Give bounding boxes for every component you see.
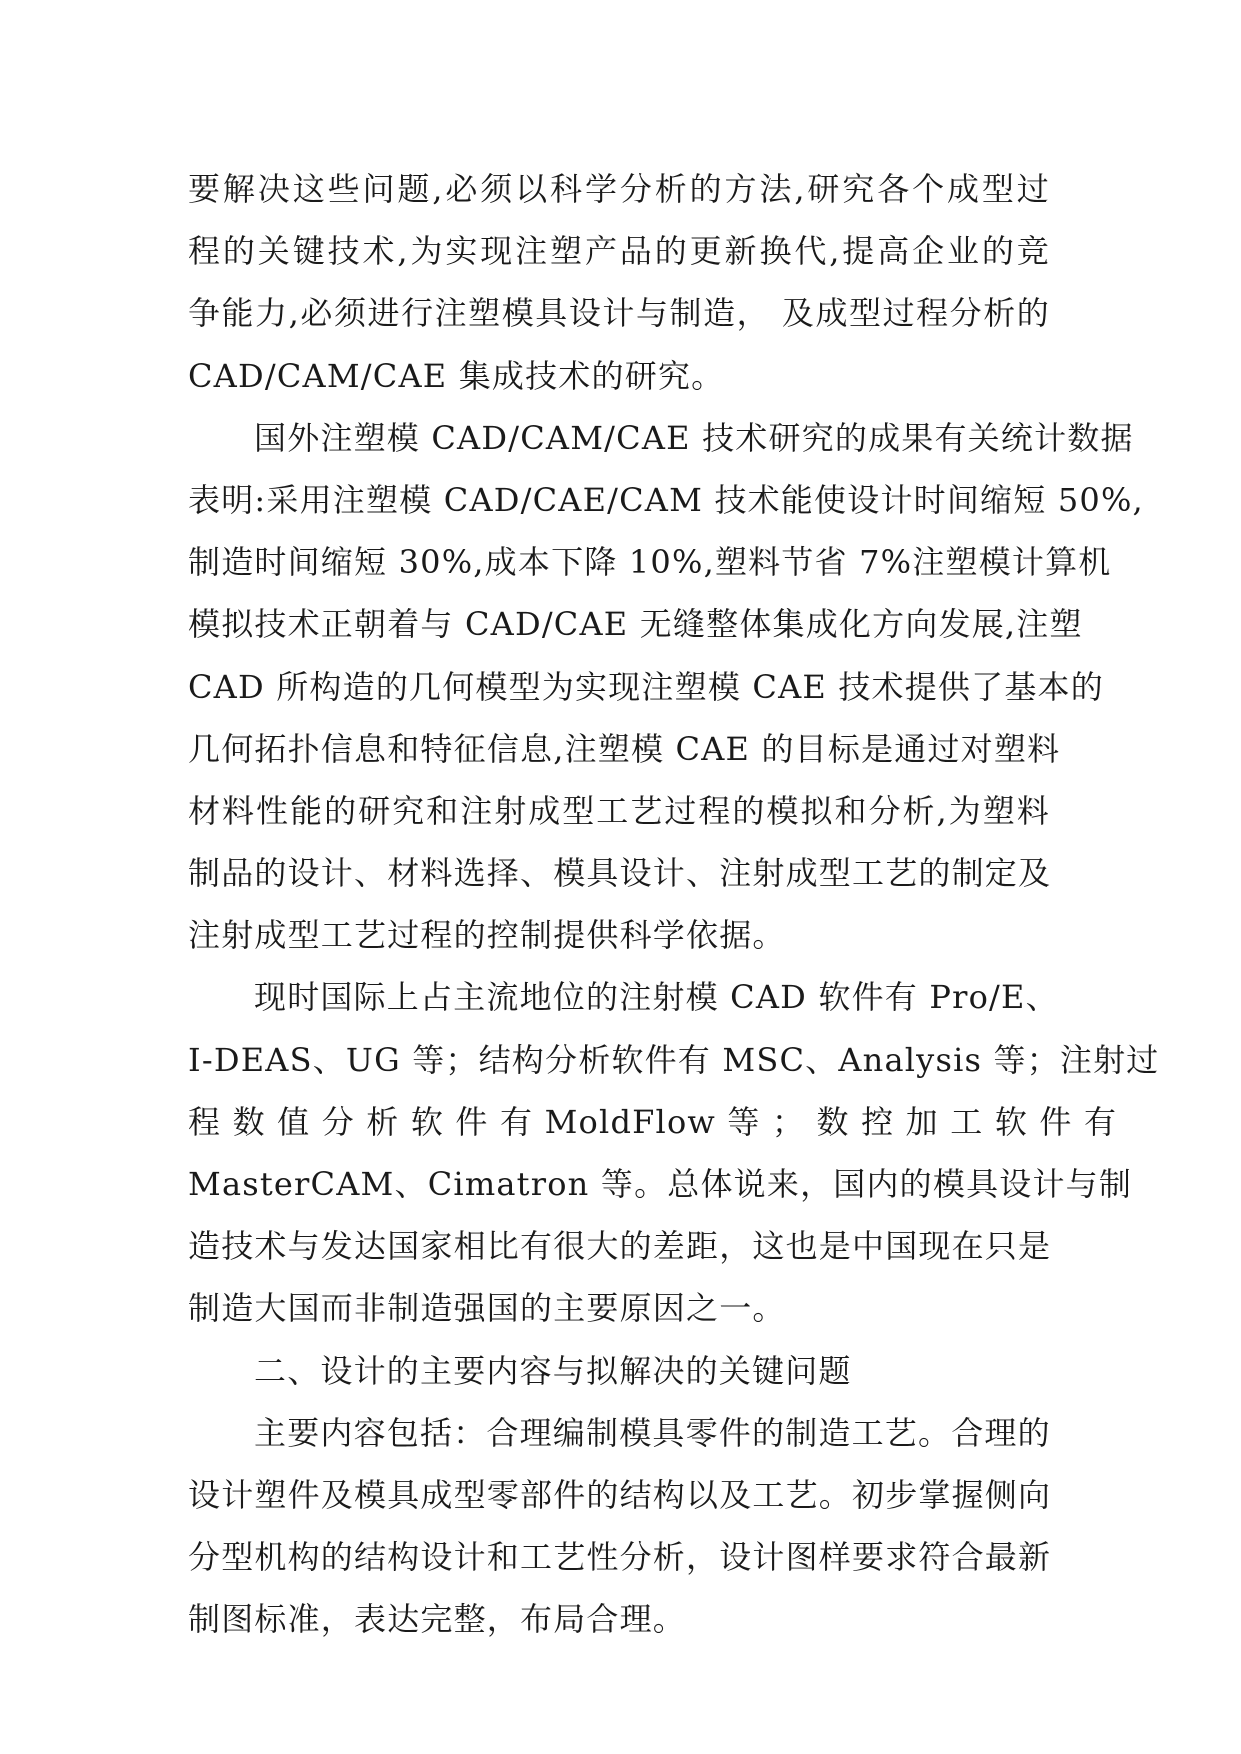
text-line: 注射成型工艺过程的控制提供科学依据。 <box>188 916 786 955</box>
text-line: 几何拓扑信息和特征信息,注塑模 CAE 的目标是通过对塑料 <box>188 729 1061 768</box>
paragraph-first-line: 主要内容包括：合理编制模具零件的制造工艺。合理的 <box>254 1413 1051 1452</box>
text-line: 设计塑件及模具成型零部件的结构以及工艺。初步掌握侧向 <box>188 1475 1052 1514</box>
text-line: CAD 所构造的几何模型为实现注塑模 CAE 技术提供了基本的 <box>188 667 1104 706</box>
text-line: 争能力,必须进行注塑模具设计与制造， 及成型过程分析的 <box>188 294 1050 333</box>
paragraph-first-line: 国外注塑模 CAD/CAM/CAE 技术研究的成果有关统计数据 <box>254 418 1134 457</box>
text-line: 制品的设计、材料选择、模具设计、注射成型工艺的制定及 <box>188 854 1052 893</box>
text-line: 程 数 值 分 析 软 件 有 MoldFlow 等 ； 数 控 加 工 软 件 有 <box>188 1102 1118 1141</box>
text-line: 制造大国而非制造强国的主要原因之一。 <box>188 1289 786 1328</box>
text-line: 程的关键技术,为实现注塑产品的更新换代,提高企业的竞 <box>188 232 1050 271</box>
text-line: CAD/CAM/CAE 集成技术的研究。 <box>188 356 725 395</box>
text-line: 制图标准，表达完整，布局合理。 <box>188 1600 687 1639</box>
body-text <box>188 158 1160 1651</box>
paragraph-first-line: 现时国际上占主流地位的注射模 CAD 软件有 Pro/E、 <box>254 978 1059 1017</box>
text-line: 分型机构的结构设计和工艺性分析，设计图样要求符合最新 <box>188 1538 1052 1577</box>
text-line: 造技术与发达国家相比有很大的差距，这也是中国现在只是 <box>188 1227 1052 1266</box>
text-line: 表明:采用注塑模 CAD/CAE/CAM 技术能使设计时间缩短 50%, <box>188 480 1144 519</box>
text-line: I-DEAS、UG 等；结构分析软件有 MSC、Analysis 等；注射过 <box>188 1040 1160 1079</box>
text-line: 模拟技术正朝着与 CAD/CAE 无缝整体集成化方向发展,注塑 <box>188 605 1083 644</box>
text-line: 要解决这些问题,必须以科学分析的方法,研究各个成型过 <box>188 170 1050 208</box>
text-line: 制造时间缩短 30%,成本下降 10%,塑料节省 7%注塑模计算机 <box>188 543 1112 582</box>
text-line: 材料性能的研究和注射成型工艺过程的模拟和分析,为塑料 <box>188 791 1050 830</box>
text-line: MasterCAM、Cimatron 等。总体说来，国内的模具设计与制 <box>188 1165 1133 1203</box>
section-heading: 二、设计的主要内容与拟解决的关键问题 <box>254 1351 852 1390</box>
